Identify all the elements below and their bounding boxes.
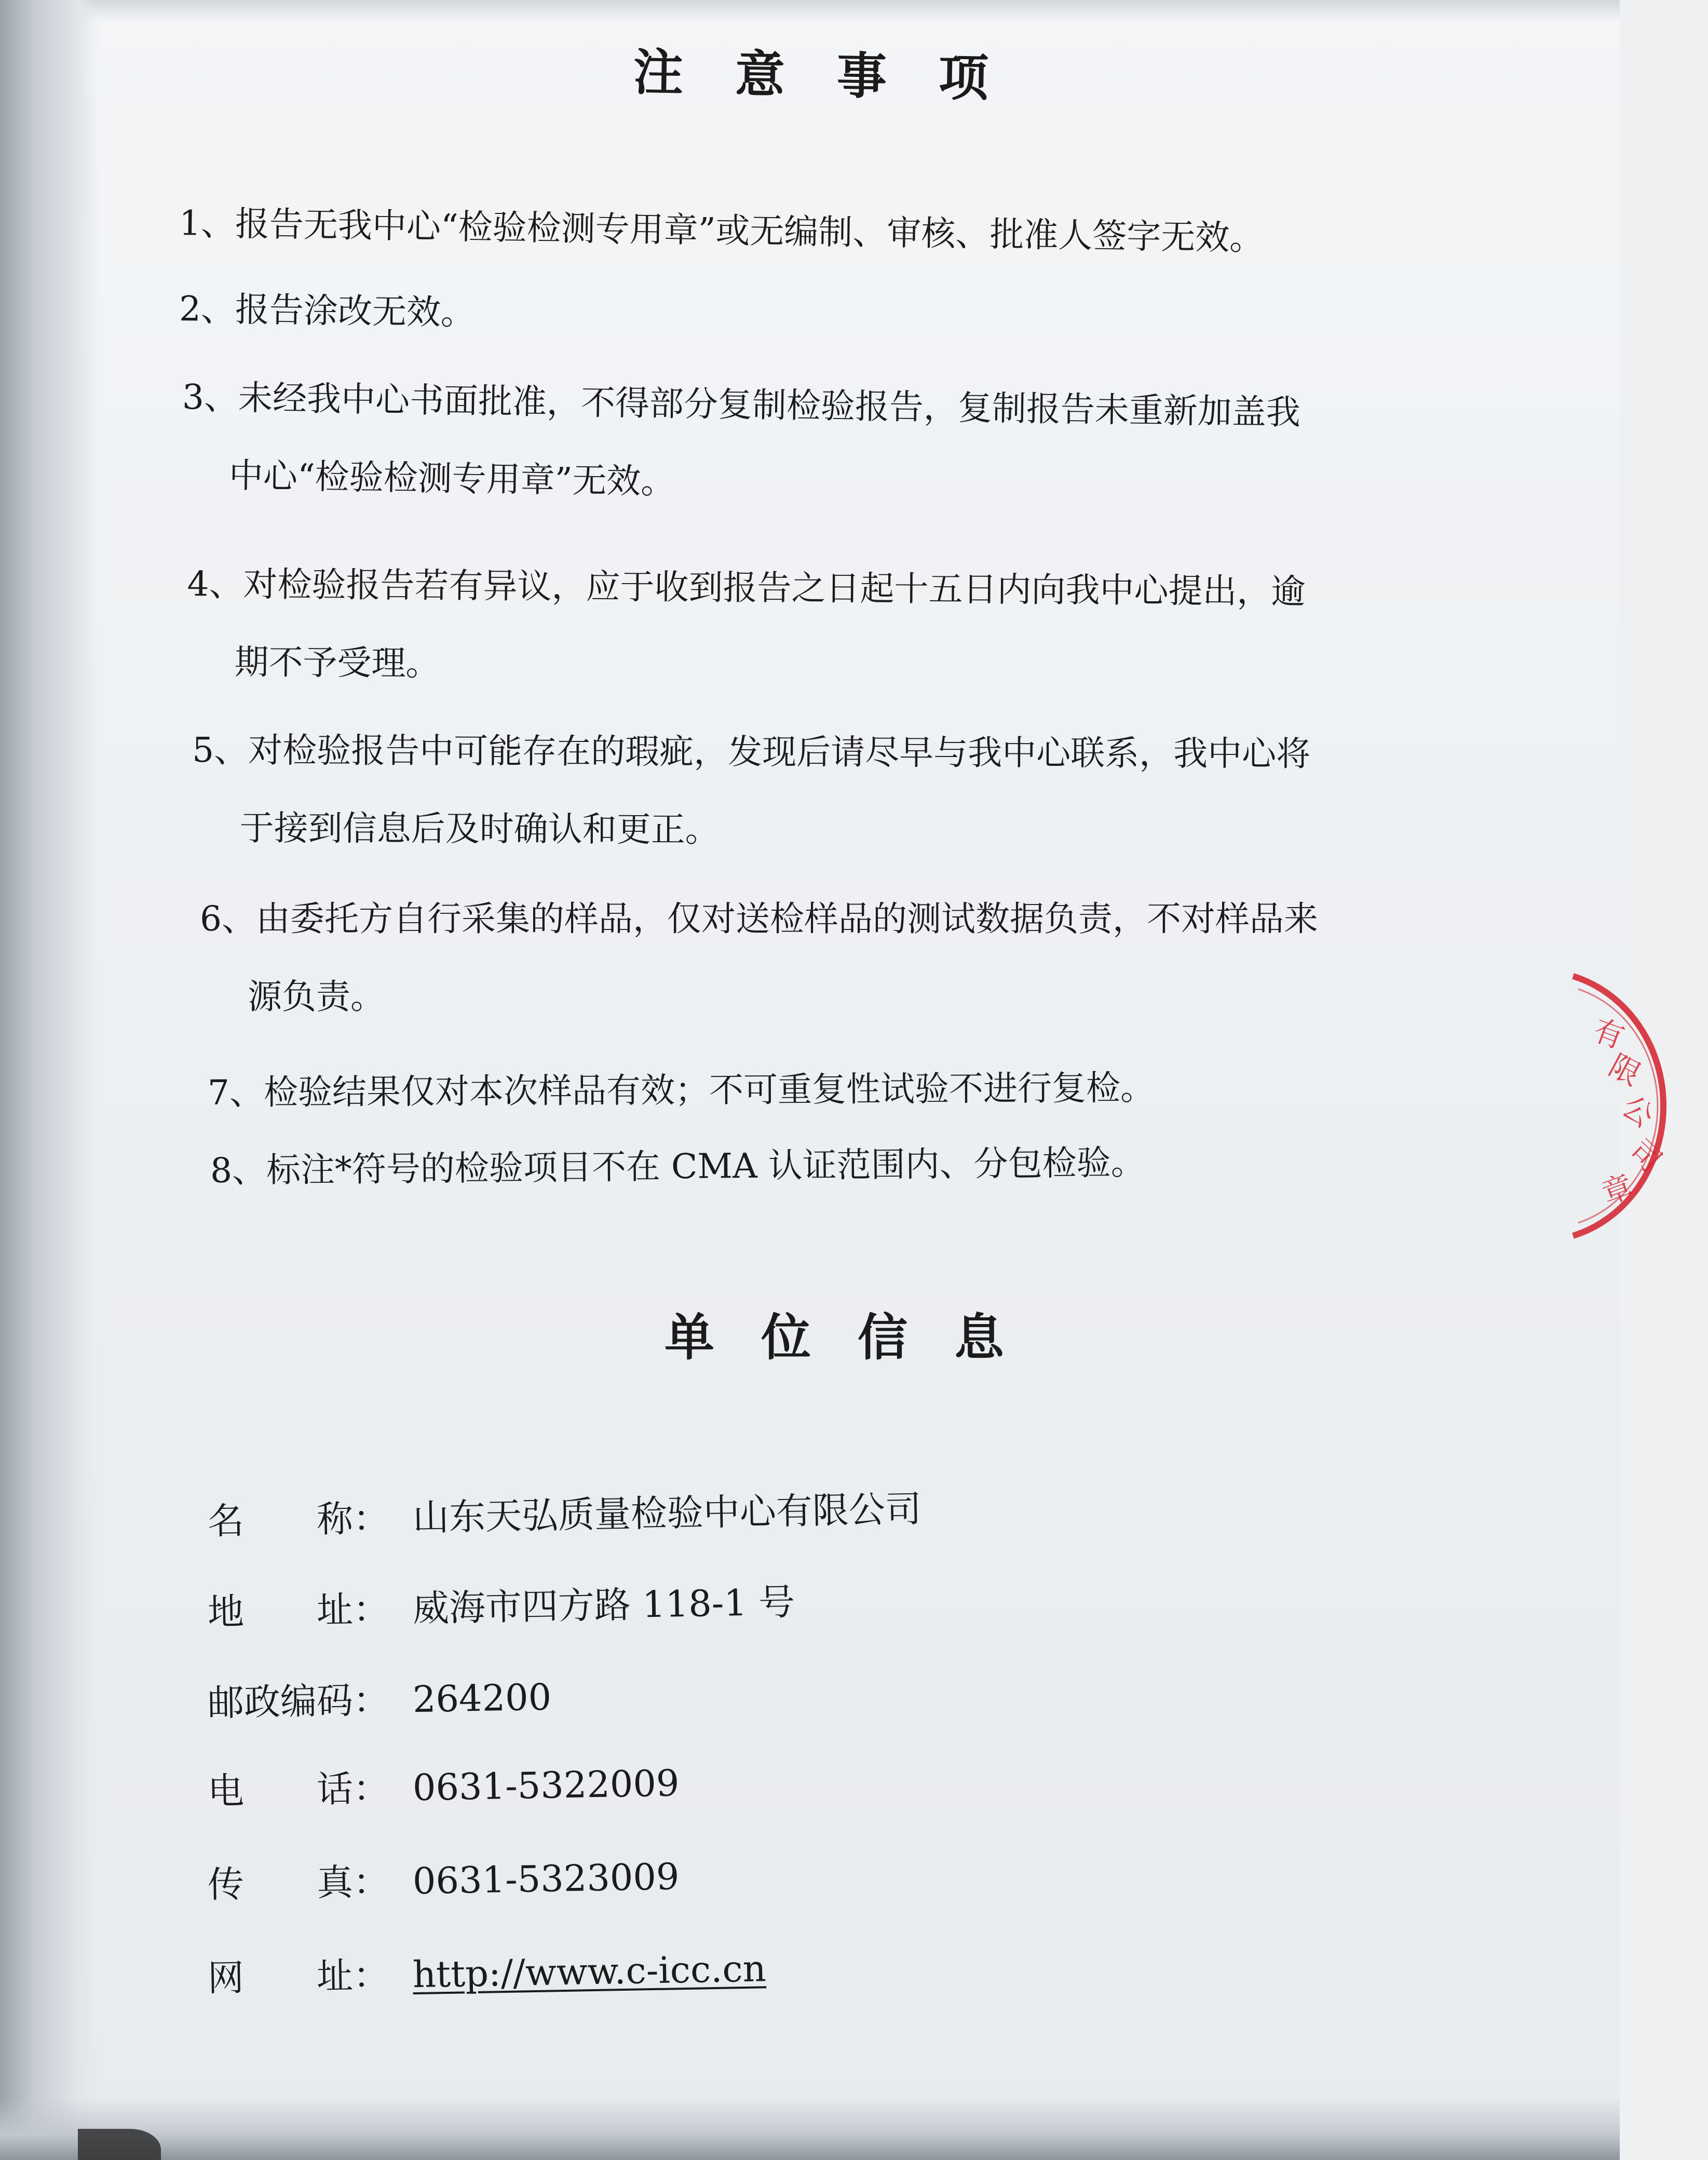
notice-title-char: 意 <box>734 44 785 104</box>
notice-title-char: 注 <box>632 43 684 102</box>
info-row-phone <box>207 1757 680 1817</box>
notice-item-5 <box>192 711 1310 871</box>
info-label: 地 址： <box>207 1587 390 1634</box>
notice-title-char: 项 <box>938 48 989 108</box>
binding-shadow <box>0 0 99 2160</box>
svg-text:限: 限 <box>1603 1047 1647 1093</box>
info-row-address <box>207 1576 795 1638</box>
notice-item-text: 6、由委托方自行采集的样品，仅对送检样品的测试数据负责，不对样品来 <box>200 899 1318 939</box>
info-label: 传 真： <box>207 1860 390 1906</box>
notice-item-4 <box>186 545 1306 709</box>
notice-item-text: 1、报告无我中心“检验检测专用章”或无编制、审核、批准人签字无效。 <box>179 203 1264 259</box>
unit-title-char: 息 <box>954 1308 1004 1367</box>
unit-title-char: 位 <box>761 1308 811 1367</box>
info-row-name <box>207 1483 922 1547</box>
unit-title-char: 信 <box>858 1308 907 1367</box>
info-value-postcode: 264200 <box>412 1676 552 1721</box>
notice-item-text: 7、检验结果仅对本次样品有效；不可重复性试验不进行复检。 <box>207 1068 1155 1113</box>
website-link[interactable]: http://www.c-icc.cn <box>412 1947 767 1996</box>
notice-item-6 <box>200 880 1318 1036</box>
svg-text:有: 有 <box>1589 1012 1629 1056</box>
unit-info-title <box>665 1298 1051 1369</box>
notice-item-text: 4、对检验报告若有异议，应于收到报告之日起十五日内向我中心提出，逾 <box>187 564 1306 612</box>
svg-text:司: 司 <box>1622 1132 1669 1179</box>
notice-item-text: 8、标注*符号的检验项目不在 CMA 认证范围内、分包检验。 <box>210 1142 1145 1191</box>
info-label: 网 址： <box>207 1953 390 2000</box>
info-value-phone: 0631-5322009 <box>412 1762 680 1810</box>
notice-item-text-cont: 期不予受理。 <box>234 642 440 684</box>
notice-item-text: 3、未经我中心书面批准，不得部分复制检验报告，复制报告未重新加盖我 <box>182 377 1301 433</box>
info-label: 电 话： <box>207 1766 390 1813</box>
unit-title-char: 单 <box>665 1308 714 1367</box>
info-label: 名 称： <box>207 1496 390 1543</box>
info-value-address: 威海市四方路 118-1 号 <box>412 1581 795 1630</box>
notice-item-3 <box>181 358 1301 530</box>
notice-title <box>633 33 1041 111</box>
scan-top-shadow <box>0 0 1620 21</box>
notice-item-text-cont: 源负责。 <box>248 977 385 1017</box>
info-value-fax: 0631-5323009 <box>412 1855 680 1903</box>
svg-text:公: 公 <box>1615 1088 1661 1135</box>
notice-item-7 <box>208 1049 1155 1132</box>
info-label: 邮政编码： <box>207 1678 390 1724</box>
info-row-fax <box>207 1851 680 1911</box>
info-row-website <box>207 1942 766 2004</box>
notice-item-text-cont: 于接到信息后及时确认和更正。 <box>239 808 720 850</box>
info-value-company: 山东天弘质量检验中心有限公司 <box>412 1488 922 1540</box>
svg-text:章: 章 <box>1597 1168 1638 1212</box>
notice-item-text: 5、对检验报告中可能存在的瑕疵，发现后请尽早与我中心联系，我中心将 <box>192 730 1311 774</box>
notice-item-text-cont: 中心“检验检测专用章”无效。 <box>228 455 675 502</box>
notice-item-1 <box>179 184 1264 277</box>
notice-item-2 <box>179 270 476 352</box>
notice-item-8 <box>210 1124 1145 1210</box>
scan-edge-artifact <box>78 2129 161 2160</box>
company-seal-stamp <box>1500 961 1708 1251</box>
notice-item-text: 2、报告涂改无效。 <box>179 289 476 333</box>
scan-bottom-shadow <box>0 2098 1620 2160</box>
info-row-postcode <box>207 1671 552 1729</box>
notice-title-char: 事 <box>836 46 887 106</box>
